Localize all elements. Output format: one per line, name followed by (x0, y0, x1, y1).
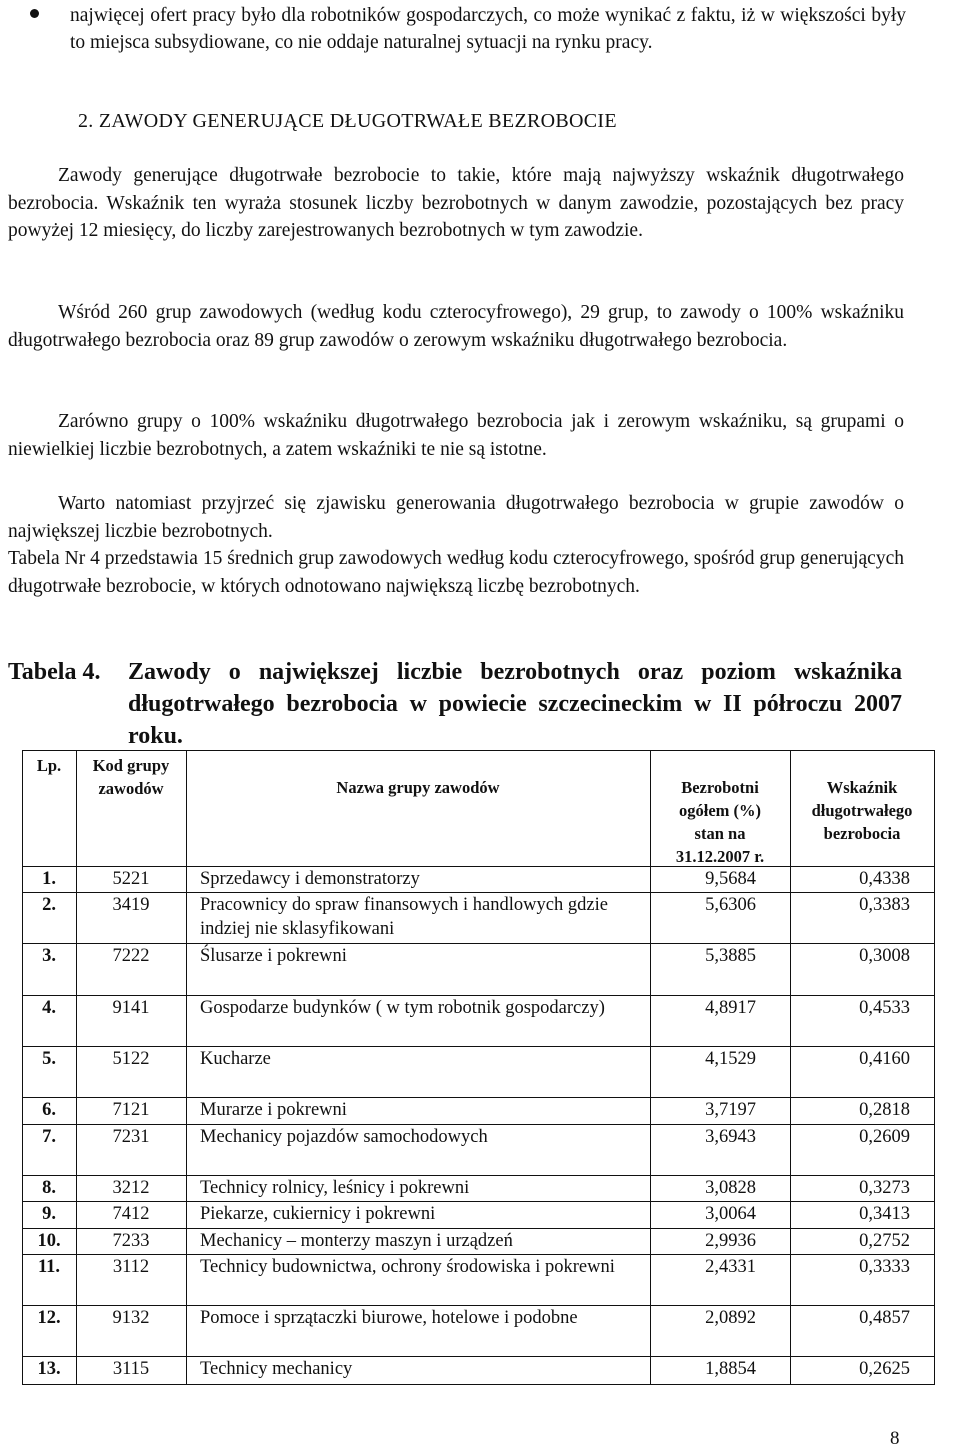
row-share: 2,4331 (705, 1257, 756, 1277)
header-lp: Lp. (36, 756, 62, 775)
paragraph-5: Tabela Nr 4 przedstawia 15 średnich grup zawodowych według kodu czterocyfrowego, spośród grup generujących długotrwałe bezrobocie, w których odnotowano największą liczbę bezrobotnych. (8, 548, 904, 597)
row-lp: 2. (42, 895, 56, 915)
row-code: 7231 (112, 1127, 150, 1147)
row-code: 9132 (112, 1308, 150, 1328)
paragraph-4: Warto natomiast przyjrzeć się zjawisku generowania długotrwałego bezrobocia w grupie zawodów o największej liczbie bezrobotnych. (8, 493, 904, 542)
row-code: 7412 (112, 1204, 150, 1224)
row-index: 0,4160 (859, 1049, 910, 1069)
row-name: Murarze i pokrewni (200, 1100, 347, 1120)
row-lp: 9. (42, 1204, 56, 1224)
bullet-paragraph: najwięcej ofert pracy było dla robotników gospodarczych, co może wynikać z faktu, iż w większości były to miejsca subsydiowane, co nie oddaje naturalnej sytuacji na rynku pracy. (70, 5, 906, 53)
row-lp: 4. (42, 998, 56, 1018)
row-share: 5,6306 (705, 895, 756, 915)
row-lp: 5. (42, 1049, 56, 1069)
row-share: 3,0064 (705, 1204, 756, 1224)
row-code: 3212 (112, 1178, 150, 1198)
row-code: 3419 (112, 895, 150, 915)
row-code: 9141 (112, 998, 150, 1018)
row-share: 4,8917 (705, 998, 756, 1018)
row-share: 9,5684 (705, 869, 756, 889)
row-name: Gospodarze budynków ( w tym robotnik gospodarczy) (200, 998, 605, 1018)
row-index: 0,3383 (859, 895, 910, 915)
row-index: 0,2752 (859, 1231, 910, 1251)
row-index: 0,4533 (859, 998, 910, 1018)
row-lp: 10. (37, 1231, 61, 1251)
row-share: 3,7197 (705, 1100, 756, 1120)
row-name: Mechanicy – monterzy maszyn i urządzeń (200, 1231, 513, 1251)
row-lp: 1. (42, 869, 56, 889)
row-name: Technicy rolnicy, leśnicy i pokrewni (200, 1178, 470, 1198)
row-name: Ślusarze i pokrewni (200, 946, 347, 966)
table-column-divider (186, 750, 187, 1385)
header-name: Nazwa grupy zawodów (336, 778, 500, 797)
row-index: 0,4857 (859, 1308, 910, 1328)
page-number: 8 (890, 1428, 900, 1449)
row-code: 3112 (112, 1257, 150, 1277)
row-share: 2,0892 (705, 1308, 756, 1328)
table-column-divider (934, 750, 935, 1385)
row-share: 4,1529 (705, 1049, 756, 1069)
row-name: Mechanicy pojazdów samochodowych (200, 1127, 488, 1147)
row-share: 3,0828 (705, 1178, 756, 1198)
paragraph-1: Zawody generujące długotrwałe bezrobocie to takie, które mają najwyższy wskaźnik długotrwałego bezrobocia. Wskaźnik ten wyraża stosunek liczby bezrobotnych w danym zawodzie, pozostających bez pracy powyżej 12 miesięcy, do liczby zarejestrowanych bezrobotnych w tym zawodzie. (8, 165, 904, 241)
row-index: 0,2609 (859, 1127, 910, 1147)
section-heading: 2. ZAWODY GENERUJĄCE DŁUGOTRWAŁE BEZROBOCIE (78, 110, 617, 132)
row-index: 0,2818 (859, 1100, 910, 1120)
table-title-label: Tabela 4. (8, 659, 101, 685)
paragraph-2: Wśród 260 grup zawodowych (według kodu czterocyfrowego), 29 grup, to zawody o 100% wskaźniku długotrwałego bezrobocia oraz 89 grup zawodów o zerowym wskaźniku długotrwałego bezrobocia. (8, 302, 904, 351)
row-lp: 6. (42, 1100, 56, 1120)
row-code: 7233 (112, 1231, 150, 1251)
row-name: Pracownicy do spraw finansowych i handlowych gdzie indziej nie sklasyfikowani (200, 895, 608, 939)
row-lp: 8. (42, 1178, 56, 1198)
row-lp: 13. (37, 1359, 61, 1379)
row-index: 0,3333 (859, 1257, 910, 1277)
row-share: 2,9936 (705, 1231, 756, 1251)
row-code: 5122 (112, 1049, 150, 1069)
row-share: 5,3885 (705, 946, 756, 966)
row-lp: 7. (42, 1127, 56, 1147)
row-name: Piekarze, cukiernicy i pokrewni (200, 1204, 436, 1224)
paragraph-3: Zarówno grupy o 100% wskaźniku długotrwałego bezrobocia jak i zerowym wskaźniku, są grupami o niewielkiej liczbie bezrobotnych, a zatem wskaźniki te nie są istotne. (8, 411, 904, 460)
row-name: Sprzedawcy i demonstratorzy (200, 869, 420, 889)
header-code: Kod grupy zawodów (92, 756, 170, 798)
row-index: 0,3008 (859, 946, 910, 966)
row-code: 7222 (112, 946, 150, 966)
row-index: 0,3273 (859, 1178, 910, 1198)
header-index: Wskaźnik długotrwałego bezrobocia (811, 778, 913, 843)
row-share: 1,8854 (705, 1359, 756, 1379)
bullet-icon (30, 9, 39, 18)
row-lp: 3. (42, 946, 56, 966)
row-index: 0,3413 (859, 1204, 910, 1224)
row-name: Technicy mechanicy (200, 1359, 353, 1379)
row-code: 5221 (112, 869, 150, 889)
row-lp: 11. (37, 1257, 61, 1277)
row-lp: 12. (37, 1308, 61, 1328)
row-index: 0,4338 (859, 869, 910, 889)
row-code: 3115 (112, 1359, 150, 1379)
row-name: Kucharze (200, 1049, 271, 1069)
row-index: 0,2625 (859, 1359, 910, 1379)
table-title-text: Zawody o największej liczbie bezrobotnych oraz poziom wskaźnika długotrwałego bezrobocia w powiecie szczecineckim w II półroczu 2007 roku. (128, 659, 902, 749)
row-name: Pomoce i sprzątaczki biurowe, hotelowe i podobne (200, 1308, 578, 1328)
row-share: 3,6943 (705, 1127, 756, 1147)
row-name: Technicy budownictwa, ochrony środowiska i pokrewni (200, 1257, 615, 1277)
table-border-top (22, 750, 934, 751)
table-row-divider (22, 1384, 934, 1385)
row-code: 7121 (112, 1100, 150, 1120)
header-share: Bezrobotni ogółem (%) stan na 31.12.2007 r. (675, 778, 765, 866)
